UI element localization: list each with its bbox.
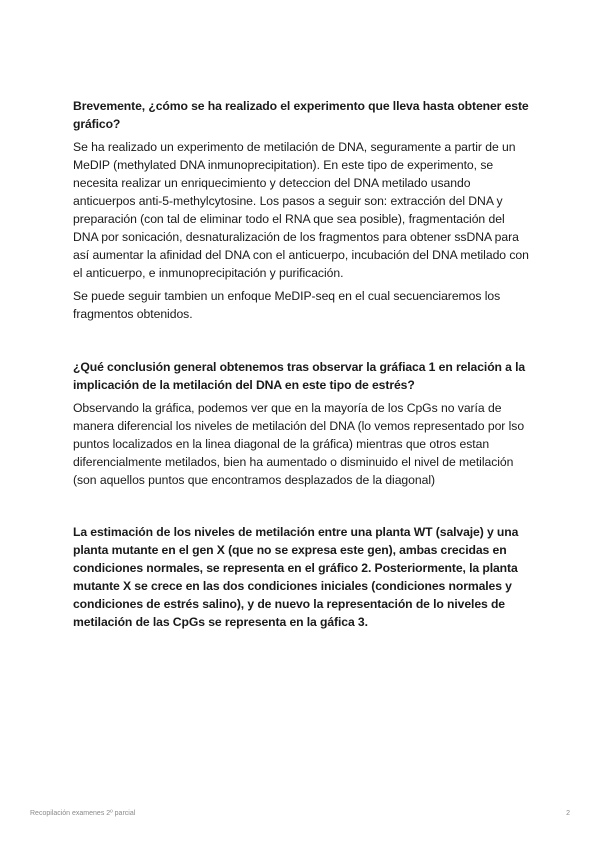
footer-title: Recopilación examenes 2º parcial xyxy=(30,810,136,817)
page-content xyxy=(73,97,529,636)
section2-paragraph-1: Observando la gráfica, podemos ver que en la mayoría de los CpGs no varía de manera diferencial los niveles de metilación del DNA (lo vemos representado por lso puntos localizados en la linea diagonal de la gráfica) mientras que otros estan diferencialmente metilados, bien ha aumentado o disminuido el nivel de metilación (son aquellos puntos que encontramos desplazados de la diagonal) xyxy=(73,401,525,487)
section1-paragraph-2: Se puede seguir tambien un enfoque MeDIP-seq en el cual secuenciaremos los fragmentos obtenidos. xyxy=(73,289,501,321)
page-number: 2 xyxy=(566,810,570,817)
section1-paragraph-1: Se ha realizado un experimento de metilación de DNA, seguramente a partir de un MeDIP (methylated DNA inmunoprecipitation). En este tipo de experimento, se necesita realizar un enriquecimiento y deteccion del DNA metilado usando anticuerpos anti-5-methylcytosine. Los pasos a seguir son: extracción del DNA y preparación (con tal de eliminar todo el RNA que sea posible), fragmentación del DNA por sonicación, desnaturalización de los fragmentos para obtener ssDNA para así aumentar la afinidad del DNA con el anticuerpo, incubación del DNA metilado con el anticuerpo, e inmunoprecipitación y purificación. xyxy=(73,140,529,280)
section-spacer xyxy=(73,328,529,358)
section1-heading: Brevemente, ¿cómo se ha realizado el experimento que lleva hasta obtener este gráfico? xyxy=(73,99,529,131)
section3-heading: La estimación de los niveles de metilación entre una planta WT (salvaje) y una planta mutante en el gen X (que no se expresa este gen), ambas crecidas en condiciones normales, se representa en el gráfico 2. Posteriormente, la planta mutante X se crece en las dos condiciones iniciales (condiciones normales y condiciones de estrés salino), y de nuevo la representación de lo niveles de metilación de las CpGs se representa en la gáfica 3. xyxy=(73,525,519,629)
section2-heading: ¿Qué conclusión general obtenemos tras observar la gráfiaca 1 en relación a la implicación de la metilación del DNA en este tipo de estrés? xyxy=(73,360,526,392)
section-spacer xyxy=(73,494,529,523)
